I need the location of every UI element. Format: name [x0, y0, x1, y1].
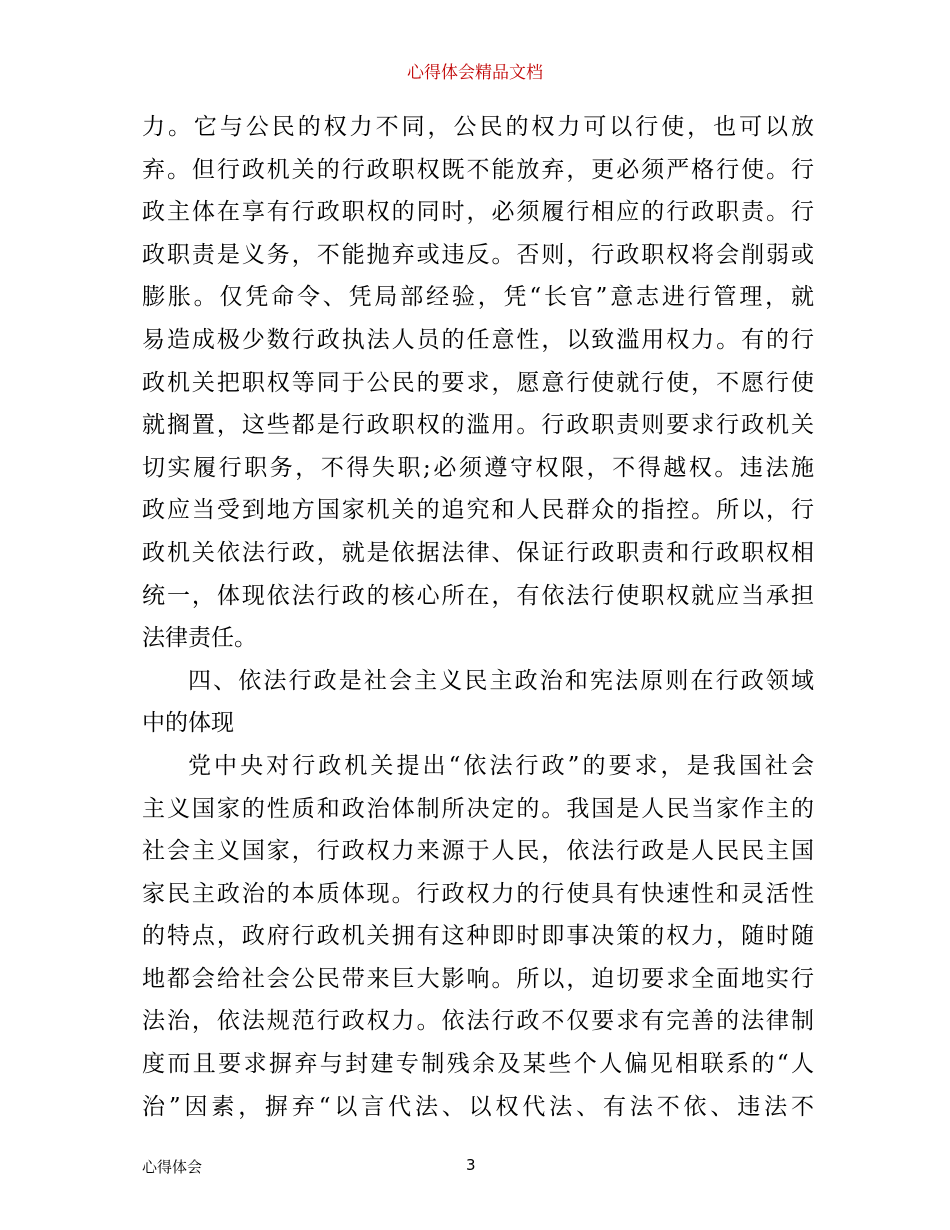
- text-line: 政应当受到地方国家机关的追究和人民群众的指控。所以，行: [142, 497, 814, 524]
- text-line: 家民主政治的本质体现。行政权力的行使具有快速性和灵活性: [142, 880, 814, 907]
- footer-label: 心得体会: [142, 1158, 203, 1176]
- text-line: 度而且要求摒弃与封建专制残余及某些个人偏见相联系的“人: [142, 1051, 814, 1078]
- body-text: [142, 106, 814, 1128]
- text-line: 就搁置，这些都是行政职权的滥用。行政职责则要求行政机关: [142, 412, 814, 439]
- text-line: 政主体在享有行政职权的同时，必须履行相应的行政职责。行: [142, 199, 814, 226]
- text-line: 的特点，政府行政机关拥有这种即时即事决策的权力，随时随: [142, 923, 814, 950]
- text-line: 弃。但行政机关的行政职权既不能放弃，更必须严格行使。行: [142, 156, 814, 183]
- text-line: 政职责是义务，不能抛弃或违反。否则，行政职权将会削弱或: [142, 241, 814, 268]
- text-line: 党中央对行政机关提出“依法行政”的要求，是我国社会: [188, 752, 814, 779]
- page-number: 3: [466, 1156, 476, 1174]
- text-line: 地都会给社会公民带来巨大影响。所以，迫切要求全面地实行: [142, 965, 814, 992]
- text-line: 法治，依法规范行政权力。依法行政不仅要求有完善的法律制: [142, 1008, 814, 1035]
- text-line: 力。它与公民的权力不同，公民的权力可以行使，也可以放: [142, 114, 814, 140]
- text-line: 法律责任。: [142, 625, 257, 652]
- text-line: 政机关依法行政，就是依据法律、保证行政职责和行政职权相: [142, 539, 814, 566]
- text-line: 政机关把职权等同于公民的要求，愿意行使就行使，不愿行使: [142, 369, 814, 396]
- text-line: 统一，体现依法行政的核心所在，有依法行使职权就应当承担: [142, 582, 814, 609]
- text-line: 膨胀。仅凭命令、凭局部经验，凭“长官”意志进行管理，就: [142, 284, 814, 311]
- text-line: 易造成极少数行政执法人员的任意性，以致滥用权力。有的行: [142, 326, 814, 353]
- text-line: 治”因素，摒弃“以言代法、以权代法、有法不依、违法不: [142, 1093, 814, 1120]
- text-line: 主义国家的性质和政治体制所决定的。我国是人民当家作主的: [142, 795, 814, 822]
- text-line: 切实履行职务，不得失职;必须遵守权限，不得越权。违法施: [142, 454, 814, 481]
- text-line: 社会主义国家，行政权力来源于人民，依法行政是人民民主国: [142, 838, 814, 865]
- page-header: 心得体会精品文档: [407, 63, 543, 83]
- section-heading-line: 四、依法行政是社会主义民主政治和宪法原则在行政领域: [188, 667, 814, 694]
- section-heading-line: 中的体现: [142, 710, 234, 737]
